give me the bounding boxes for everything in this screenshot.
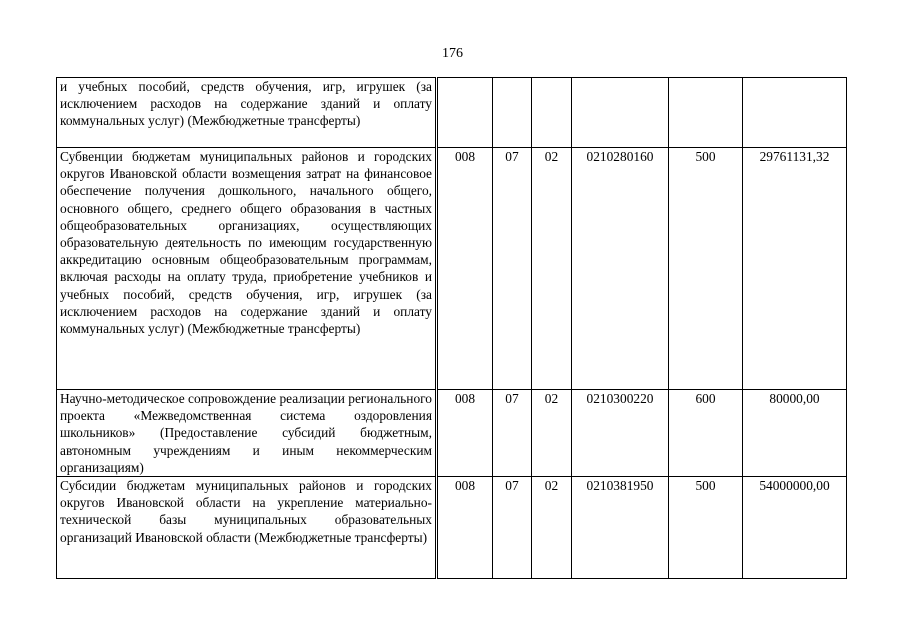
row-ved-code: 008	[437, 390, 493, 477]
row-description: Субсидии бюджетам муниципальных районов и городских округов Ивановской области на укрепление материально-технической базы муниципальных образовательных организаций Ивановской области (Межбюджетные трансферты)	[57, 477, 437, 579]
row-ved-code: 008	[437, 477, 493, 579]
row-subsection-code: 02	[532, 477, 572, 579]
table-row	[57, 78, 847, 148]
row-expense-type-code: 600	[669, 390, 743, 477]
row-amount	[743, 78, 847, 148]
budget-table	[56, 77, 847, 579]
row-section-code: 07	[493, 148, 532, 390]
row-ved-code: 008	[437, 148, 493, 390]
row-expense-type-code	[669, 78, 743, 148]
table-row	[57, 148, 847, 390]
row-ved-code	[437, 78, 493, 148]
row-subsection-code: 02	[532, 390, 572, 477]
row-amount: 80000,00	[743, 390, 847, 477]
row-expense-type-code: 500	[669, 477, 743, 579]
row-target-article-code: 0210300220	[572, 390, 669, 477]
table-row	[57, 477, 847, 579]
row-expense-type-code: 500	[669, 148, 743, 390]
row-target-article-code	[572, 78, 669, 148]
row-section-code: 07	[493, 390, 532, 477]
row-section-code	[493, 78, 532, 148]
row-subsection-code: 02	[532, 148, 572, 390]
row-amount: 54000000,00	[743, 477, 847, 579]
row-target-article-code: 0210381950	[572, 477, 669, 579]
row-amount: 29761131,32	[743, 148, 847, 390]
row-target-article-code: 0210280160	[572, 148, 669, 390]
row-section-code: 07	[493, 477, 532, 579]
row-subsection-code	[532, 78, 572, 148]
page-number: 176	[442, 46, 463, 61]
row-description: и учебных пособий, средств обучения, игр, игрушек (за исключением расходов на содержание зданий и оплату коммунальных услуг) (Межбюджетные трансферты)	[57, 78, 437, 148]
row-description: Субвенции бюджетам муниципальных районов и городских округов Ивановской области возмещения затрат на финансовое обеспечение получения дошкольного, начального общего, основного общего, среднего общего образования в частных общеобразовательных организациях, осуществляющих образовательную деятельность по имеющим государственную аккредитацию основным общеобразовательным программам, включая расходы на оплату труда, приобретение учебников и учебных пособий, средств обучения, игр, игрушек (за исключением расходов на содержание зданий и оплату коммунальных услуг) (Межбюджетные трансферты)	[57, 148, 437, 390]
row-description: Научно-методическое сопровождение реализации регионального проекта «Межведомственная система оздоровления школьников» (Предоставление субсидий бюджетным, автономным учреждениям и иным некоммерческим организациям)	[57, 390, 437, 477]
table-row	[57, 390, 847, 477]
